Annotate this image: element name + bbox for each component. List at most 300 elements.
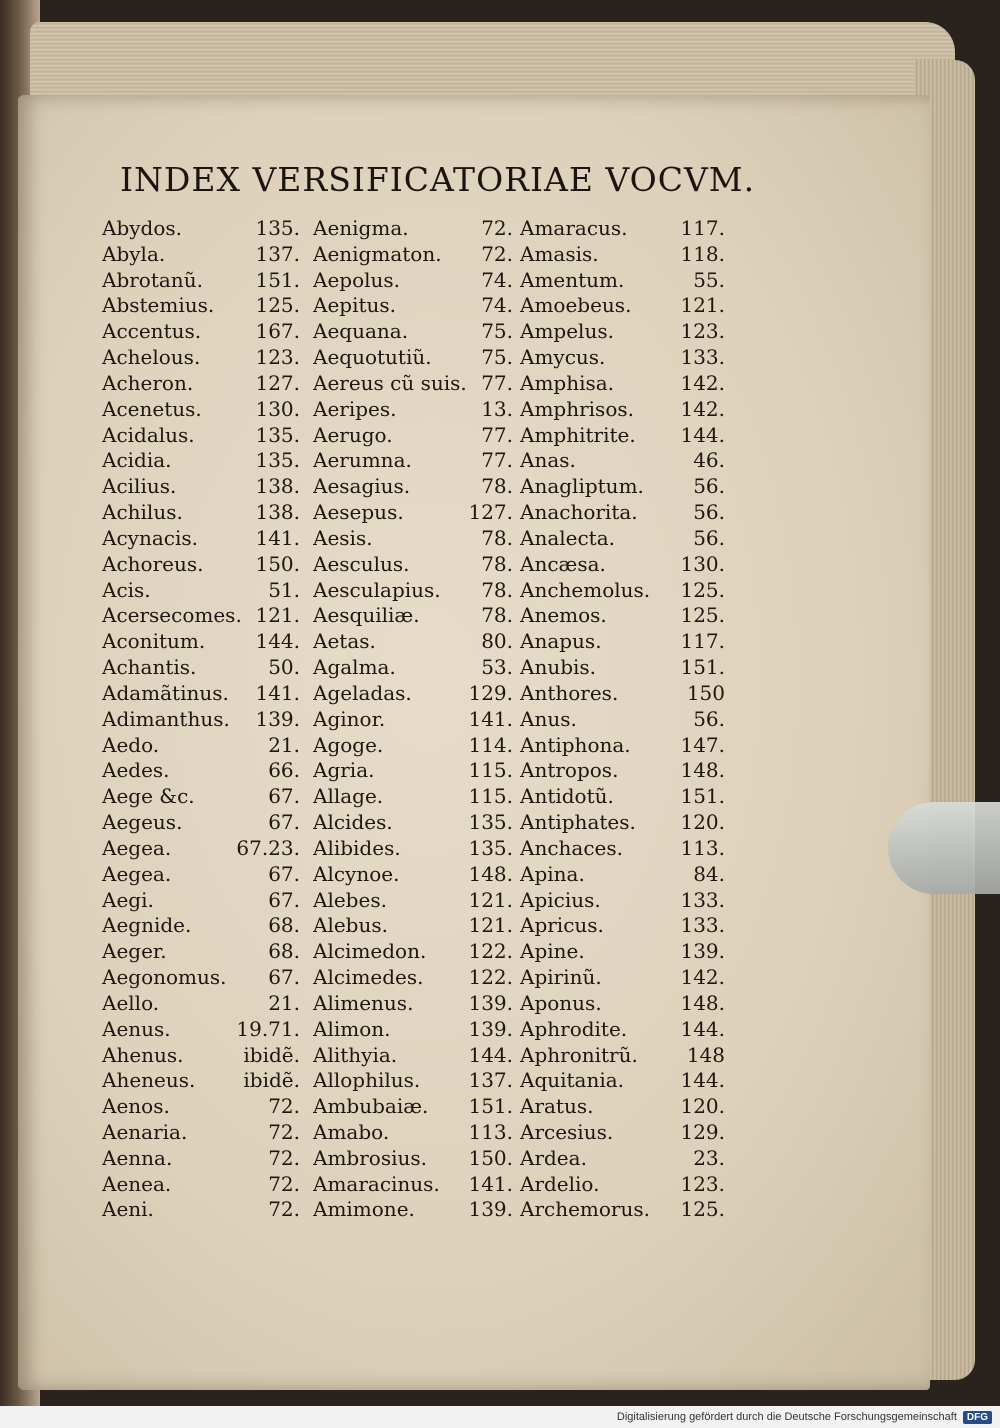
index-entry <box>520 423 725 449</box>
index-entry <box>102 862 300 888</box>
index-term: Aegonomus. <box>102 965 227 990</box>
index-entry <box>102 578 300 604</box>
index-term: Aheneus. <box>102 1068 196 1093</box>
index-page-number: 78. <box>481 551 513 576</box>
index-page-number: 144. <box>680 1016 725 1041</box>
index-page-number: 141. <box>468 706 513 731</box>
index-term: Abydos. <box>102 216 183 240</box>
index-term: Aenos. <box>102 1094 170 1119</box>
index-term: Aerumna. <box>313 448 412 473</box>
index-entry <box>102 319 300 345</box>
bookmark-clip <box>888 802 1000 894</box>
index-page-number: 148. <box>680 758 725 783</box>
index-page-number: 133. <box>680 913 725 938</box>
index-entry <box>520 216 725 242</box>
index-entry <box>520 1172 725 1198</box>
index-entry <box>102 681 300 707</box>
index-term: Amabo. <box>313 1119 390 1144</box>
index-page-number: 133. <box>680 345 725 370</box>
index-term: Ancæsa. <box>520 551 606 576</box>
index-page-number: 13. <box>481 396 513 421</box>
index-page-number: 19.71. <box>236 1016 300 1041</box>
index-term: Analecta. <box>520 525 615 550</box>
index-page-number: 72. <box>268 1171 300 1196</box>
index-entry <box>520 448 725 474</box>
index-term: Anubis. <box>520 655 597 680</box>
index-entry <box>520 681 725 707</box>
index-term: Acidalus. <box>102 422 195 447</box>
index-term: Antiphates. <box>520 810 636 835</box>
index-page-number: 139. <box>468 1016 513 1041</box>
index-term: Arcesius. <box>520 1119 614 1144</box>
index-page-number: 120. <box>680 1094 725 1119</box>
index-entry <box>313 836 513 862</box>
index-entry <box>520 810 725 836</box>
index-term: Anapus. <box>520 629 602 654</box>
index-entry <box>102 552 300 578</box>
index-page-number: 125. <box>680 577 725 602</box>
index-term: Aegea. <box>102 861 172 886</box>
index-entry <box>102 939 300 965</box>
index-entry <box>520 603 725 629</box>
index-entry <box>102 1068 300 1094</box>
index-page-number: 150. <box>468 1145 513 1170</box>
index-entry <box>313 448 513 474</box>
index-term: Acersecomes. <box>102 603 242 628</box>
index-page-number: 150 <box>686 680 725 705</box>
index-entry <box>313 784 513 810</box>
index-page-number: 121. <box>468 887 513 912</box>
index-entry <box>102 423 300 449</box>
index-term: Anemos. <box>520 603 607 628</box>
index-entry <box>102 991 300 1017</box>
index-page-number: 148. <box>680 990 725 1015</box>
index-page-number: 122. <box>468 939 513 964</box>
index-term: Ambubaiæ. <box>313 1094 429 1119</box>
index-column-1 <box>102 216 300 1223</box>
index-entry <box>313 733 513 759</box>
index-page-number: 141. <box>255 680 300 705</box>
index-term: Agria. <box>313 758 375 783</box>
index-page-number: 21. <box>268 990 300 1015</box>
index-term: Amphrisos. <box>520 396 634 421</box>
index-term: Antropos. <box>520 758 619 783</box>
dfg-logo-icon: DFG <box>963 1411 992 1424</box>
index-page-number: 142. <box>680 396 725 421</box>
index-page-number: 115. <box>468 784 513 809</box>
index-page-number: 139. <box>468 1197 513 1222</box>
index-term: Acenetus. <box>102 396 202 421</box>
index-page-number: 80. <box>481 629 513 654</box>
index-page-number: 142. <box>680 370 725 395</box>
index-entry <box>313 1120 513 1146</box>
index-entry <box>520 758 725 784</box>
index-term: Allophilus. <box>313 1068 421 1093</box>
index-term: Ardelio. <box>520 1171 600 1196</box>
index-term: Acilius. <box>102 474 177 499</box>
index-page-number: 66. <box>268 758 300 783</box>
index-entry <box>520 397 725 423</box>
index-entry <box>313 1094 513 1120</box>
index-entry <box>313 552 513 578</box>
index-term: Aeripes. <box>313 396 397 421</box>
index-term: Alcynoe. <box>313 861 400 886</box>
index-page-number: 50. <box>268 655 300 680</box>
index-entry <box>313 965 513 991</box>
footer-bar <box>0 1406 1000 1428</box>
index-term: Aegea. <box>102 835 172 860</box>
index-entry <box>520 965 725 991</box>
index-term: Alcimedes. <box>313 965 424 990</box>
index-term: Aegnide. <box>102 913 192 938</box>
index-page-number: 135. <box>255 216 300 240</box>
index-term: Apine. <box>520 939 585 964</box>
index-page-number: 148 <box>686 1042 725 1067</box>
index-term: Alimon. <box>313 1016 391 1041</box>
index-term: Acynacis. <box>102 525 198 550</box>
index-entry <box>520 319 725 345</box>
index-page-number: 135. <box>255 422 300 447</box>
index-term: Aesagius. <box>313 474 411 499</box>
index-page-number: 144. <box>680 1068 725 1093</box>
index-page-number: 46. <box>693 448 725 473</box>
index-entry <box>102 784 300 810</box>
index-term: Agalma. <box>313 655 396 680</box>
index-entry <box>102 603 300 629</box>
index-entry <box>313 913 513 939</box>
index-term: Achelous. <box>102 345 201 370</box>
index-term: Achoreus. <box>102 551 204 576</box>
index-page-number: 137. <box>255 241 300 266</box>
index-page-number: 123. <box>255 345 300 370</box>
index-page-number: 129. <box>680 1119 725 1144</box>
index-page-number: 72. <box>268 1197 300 1222</box>
index-page-number: 141. <box>468 1171 513 1196</box>
index-term: Aesepus. <box>313 500 404 525</box>
index-page-number: 123. <box>680 1171 725 1196</box>
index-term: Aenigma. <box>313 216 409 240</box>
index-page-number: 114. <box>468 732 513 757</box>
index-entry <box>102 371 300 397</box>
index-term: Ambrosius. <box>313 1145 427 1170</box>
index-term: Alimenus. <box>313 990 414 1015</box>
index-entry <box>313 758 513 784</box>
index-entry <box>313 216 513 242</box>
index-entry <box>520 913 725 939</box>
index-entry <box>520 500 725 526</box>
index-term: Achilus. <box>102 500 183 525</box>
index-entry <box>313 888 513 914</box>
index-page-number: 117. <box>680 629 725 654</box>
index-term: Aello. <box>102 990 160 1015</box>
index-term: Aenus. <box>102 1016 171 1041</box>
index-page-number: 121. <box>255 603 300 628</box>
index-term: Apina. <box>520 861 585 886</box>
index-entry <box>520 629 725 655</box>
index-page-number: 67. <box>268 784 300 809</box>
index-entry <box>102 526 300 552</box>
index-entry <box>102 758 300 784</box>
index-column-2 <box>313 216 513 1223</box>
index-term: Apicius. <box>520 887 601 912</box>
index-term: Acheron. <box>102 370 194 395</box>
index-page-number: 56. <box>693 525 725 550</box>
index-entry <box>313 629 513 655</box>
index-term: Amycus. <box>520 345 606 370</box>
index-entry <box>313 371 513 397</box>
index-entry <box>313 578 513 604</box>
index-term: Aphrodite. <box>520 1016 628 1041</box>
index-term: Aesquiliæ. <box>313 603 420 628</box>
index-entry <box>102 1120 300 1146</box>
index-page-number: 56. <box>693 474 725 499</box>
index-entry <box>520 242 725 268</box>
index-term: Aerugo. <box>313 422 393 447</box>
index-entry <box>520 836 725 862</box>
index-page-number: 125. <box>680 603 725 628</box>
index-page-number: 118. <box>680 241 725 266</box>
index-page-number: 72. <box>268 1094 300 1119</box>
index-entry <box>520 474 725 500</box>
index-entry <box>313 242 513 268</box>
index-term: Amaracus. <box>520 216 628 240</box>
index-entry <box>102 500 300 526</box>
index-term: Accentus. <box>102 319 202 344</box>
index-page-number: 147. <box>680 732 725 757</box>
index-page-number: 167. <box>255 319 300 344</box>
index-entry <box>520 268 725 294</box>
index-entry <box>313 603 513 629</box>
index-term: Adamãtinus. <box>102 680 229 705</box>
index-entry <box>520 526 725 552</box>
index-page-number: 127. <box>255 370 300 395</box>
index-page-number: 121. <box>468 913 513 938</box>
index-entry <box>102 216 300 242</box>
index-entry <box>102 1197 300 1223</box>
index-page-number: 113. <box>680 835 725 860</box>
index-entry <box>102 707 300 733</box>
index-entry <box>313 423 513 449</box>
index-entry <box>520 552 725 578</box>
index-entry <box>313 1146 513 1172</box>
index-term: Agoge. <box>313 732 384 757</box>
index-term: Achantis. <box>102 655 197 680</box>
index-entry <box>102 1146 300 1172</box>
index-term: Aequotutiũ. <box>313 345 432 370</box>
index-term: Alibides. <box>313 835 401 860</box>
index-term: Aratus. <box>520 1094 594 1119</box>
index-entry <box>102 1172 300 1198</box>
index-entry <box>102 733 300 759</box>
index-entry <box>313 1172 513 1198</box>
index-term: Archemorus. <box>520 1197 650 1222</box>
index-page-number: 121. <box>680 293 725 318</box>
index-page-number: 77. <box>481 448 513 473</box>
index-page-number: 113. <box>468 1119 513 1144</box>
index-page-number: 148. <box>468 861 513 886</box>
index-page-number: 72. <box>268 1145 300 1170</box>
index-term: Antidotũ. <box>520 784 614 809</box>
index-entry <box>520 345 725 371</box>
index-entry <box>520 1017 725 1043</box>
index-term: Amimone. <box>313 1197 415 1222</box>
index-entry <box>102 474 300 500</box>
index-page-number: 72. <box>481 241 513 266</box>
index-entry <box>520 784 725 810</box>
index-entry <box>520 707 725 733</box>
index-term: Ahenus. <box>102 1042 184 1067</box>
index-entry <box>102 913 300 939</box>
index-term: Alithyia. <box>313 1042 398 1067</box>
index-entry <box>313 991 513 1017</box>
index-page-number: 84. <box>693 861 725 886</box>
index-page-number: 139. <box>255 706 300 731</box>
index-term: Apirinũ. <box>520 965 602 990</box>
index-entry <box>313 655 513 681</box>
index-term: Aesis. <box>313 525 373 550</box>
index-term: Abyla. <box>102 241 166 266</box>
index-term: Aponus. <box>520 990 602 1015</box>
index-page-number: 142. <box>680 965 725 990</box>
index-page-number: 123. <box>680 319 725 344</box>
index-term: Aginor. <box>313 706 386 731</box>
index-entry <box>520 1068 725 1094</box>
index-term: Amasis. <box>520 241 599 266</box>
index-entry <box>102 293 300 319</box>
index-page-number: 115. <box>468 758 513 783</box>
index-entry <box>520 578 725 604</box>
index-term: Aege &c. <box>102 784 195 809</box>
index-entry <box>520 733 725 759</box>
index-page-number: 67.23. <box>236 835 300 860</box>
index-page-number: 78. <box>481 474 513 499</box>
index-page-number: 78. <box>481 603 513 628</box>
index-page-number: 144. <box>680 422 725 447</box>
index-entry <box>313 526 513 552</box>
index-entry <box>102 1043 300 1069</box>
index-page-number: 21. <box>268 732 300 757</box>
index-term: Anus. <box>520 706 577 731</box>
index-page-number: 130. <box>680 551 725 576</box>
index-term: Aereus cũ suis. <box>313 370 467 395</box>
index-term: Anthores. <box>520 680 619 705</box>
index-term: Anchemolus. <box>520 577 651 602</box>
index-term: Aequana. <box>313 319 409 344</box>
index-entry <box>520 1146 725 1172</box>
index-page-number: 133. <box>680 887 725 912</box>
index-term: Aeni. <box>102 1197 154 1222</box>
index-page-number: 67. <box>268 861 300 886</box>
index-page-number: 74. <box>481 267 513 292</box>
index-entry <box>313 707 513 733</box>
index-page-number: 151. <box>468 1094 513 1119</box>
index-page-number: 127. <box>468 500 513 525</box>
index-page-number: 74. <box>481 293 513 318</box>
index-entry <box>520 888 725 914</box>
index-term: Anchaces. <box>520 835 623 860</box>
index-entry <box>313 268 513 294</box>
index-page-number: 67. <box>268 965 300 990</box>
index-page-number: ibidẽ. <box>243 1042 300 1067</box>
index-entry <box>520 862 725 888</box>
index-page-number: 72. <box>481 216 513 240</box>
index-page-number: 23. <box>693 1145 725 1170</box>
index-page-number: 77. <box>481 370 513 395</box>
footer-text: Digitalisierung gefördert durch die Deutsche Forschungsgemeinschaft <box>616 1411 957 1423</box>
index-page-number: 144. <box>255 629 300 654</box>
index-entry <box>102 1017 300 1043</box>
index-term: Aquitania. <box>520 1068 625 1093</box>
index-page-number: 151. <box>680 784 725 809</box>
index-page-number: 78. <box>481 577 513 602</box>
index-entry <box>102 345 300 371</box>
index-entry <box>313 681 513 707</box>
index-page-number: 141. <box>255 525 300 550</box>
index-page-number: 137. <box>468 1068 513 1093</box>
index-column-3 <box>520 216 725 1223</box>
index-entry <box>520 371 725 397</box>
index-page-number: 68. <box>268 913 300 938</box>
index-term: Antiphona. <box>520 732 631 757</box>
index-term: Acis. <box>102 577 151 602</box>
index-page-number: 51. <box>268 577 300 602</box>
index-term: Anachorita. <box>520 500 638 525</box>
index-page-number: 151. <box>255 267 300 292</box>
index-term: Ageladas. <box>313 680 412 705</box>
index-entry <box>102 810 300 836</box>
index-entry <box>313 319 513 345</box>
index-page-number: 129. <box>468 680 513 705</box>
index-entry <box>520 293 725 319</box>
index-term: Aphronitrũ. <box>520 1042 638 1067</box>
index-entry <box>102 965 300 991</box>
index-term: Acidia. <box>102 448 172 473</box>
index-page-number: 67. <box>268 810 300 835</box>
index-term: Amaracinus. <box>313 1171 440 1196</box>
index-entry <box>520 991 725 1017</box>
index-term: Alebes. <box>313 887 387 912</box>
index-entry <box>102 1094 300 1120</box>
index-page-number: 56. <box>693 706 725 731</box>
index-term: Anagliptum. <box>520 474 644 499</box>
index-page-number: 150. <box>255 551 300 576</box>
index-term: Alebus. <box>313 913 388 938</box>
index-term: Aesculus. <box>313 551 410 576</box>
index-entry <box>102 268 300 294</box>
index-term: Amoebeus. <box>520 293 632 318</box>
index-term: Amphisa. <box>520 370 615 395</box>
index-page-number: 75. <box>481 319 513 344</box>
index-entry <box>313 810 513 836</box>
index-entry <box>520 1094 725 1120</box>
index-page-number: 125. <box>680 1197 725 1222</box>
index-entry <box>102 836 300 862</box>
index-page-number: 68. <box>268 939 300 964</box>
index-term: Aenaria. <box>102 1119 188 1144</box>
index-page-number: 77. <box>481 422 513 447</box>
index-term: Aedes. <box>102 758 170 783</box>
index-page-number: 130. <box>255 396 300 421</box>
index-page-number: 135. <box>468 810 513 835</box>
index-term: Amphitrite. <box>520 422 636 447</box>
index-entry <box>102 448 300 474</box>
index-page-number: 67. <box>268 887 300 912</box>
index-page-number: 53. <box>481 655 513 680</box>
index-term: Abrotanũ. <box>102 267 203 292</box>
index-entry <box>102 888 300 914</box>
index-page-number: 56. <box>693 500 725 525</box>
index-entry <box>102 655 300 681</box>
